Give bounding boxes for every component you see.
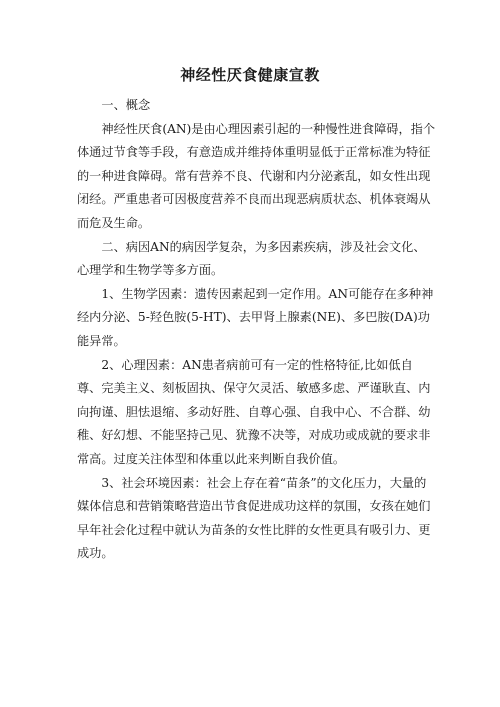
paragraph-definition: 神经性厌食(AN)是由心理因素引起的一种慢性进食障碍，指个体通过节食等手段，有意造成并维持体重明显低于正常标准为特征的一种进食障碍。常有营养不良、代谢和内分泌紊乱，如女性出现闭经。严重患者可因极度营养不良而出现恶病质状态、机体衰竭从而危及生命。 bbox=[77, 121, 436, 230]
paragraph-etiology: 二、病因AN的病因学复杂，为多因素疾病，涉及社会文化、心理学和生物学等多方面。 bbox=[77, 239, 426, 278]
section-heading-concept: 一、概念 bbox=[101, 98, 151, 112]
paragraph-social-factors: 3、社会环境因素：社会上存在着“苗条”的文化压力，大量的媒体信息和营销策略营造出节食促进成功这样的氛围，女孩在她们早年社会化过程中就认为苗条的女性比胖的女性更具有吸引力、更成功。 bbox=[77, 475, 431, 561]
paragraph-psychological-factors: 2、心理因素：AN患者病前可有一定的性格特征,比如低自尊、完美主义、刻板固执、保守欠灵活、敏感多虑、严谨耿直、内向拘谨、胆怯退缩、多动好胜、自尊心强、自我中心、不合群、幼稚、好幻想、不能坚持己见、犹豫不决等，对成功或成就的要求非常高。过度关注体型和体重以此来判断自我价值。 bbox=[77, 357, 431, 466]
document-title: 神经性厌食健康宣教 bbox=[180, 66, 320, 84]
document-body bbox=[77, 94, 437, 566]
paragraph-biological-factors: 1、生物学因素：遗传因素起到一定作用。AN可能存在多种神经内分泌、5-羟色胺(5-HT)、去甲肾上腺素(NE)、多巴胺(DA)功能异常。 bbox=[77, 286, 434, 348]
